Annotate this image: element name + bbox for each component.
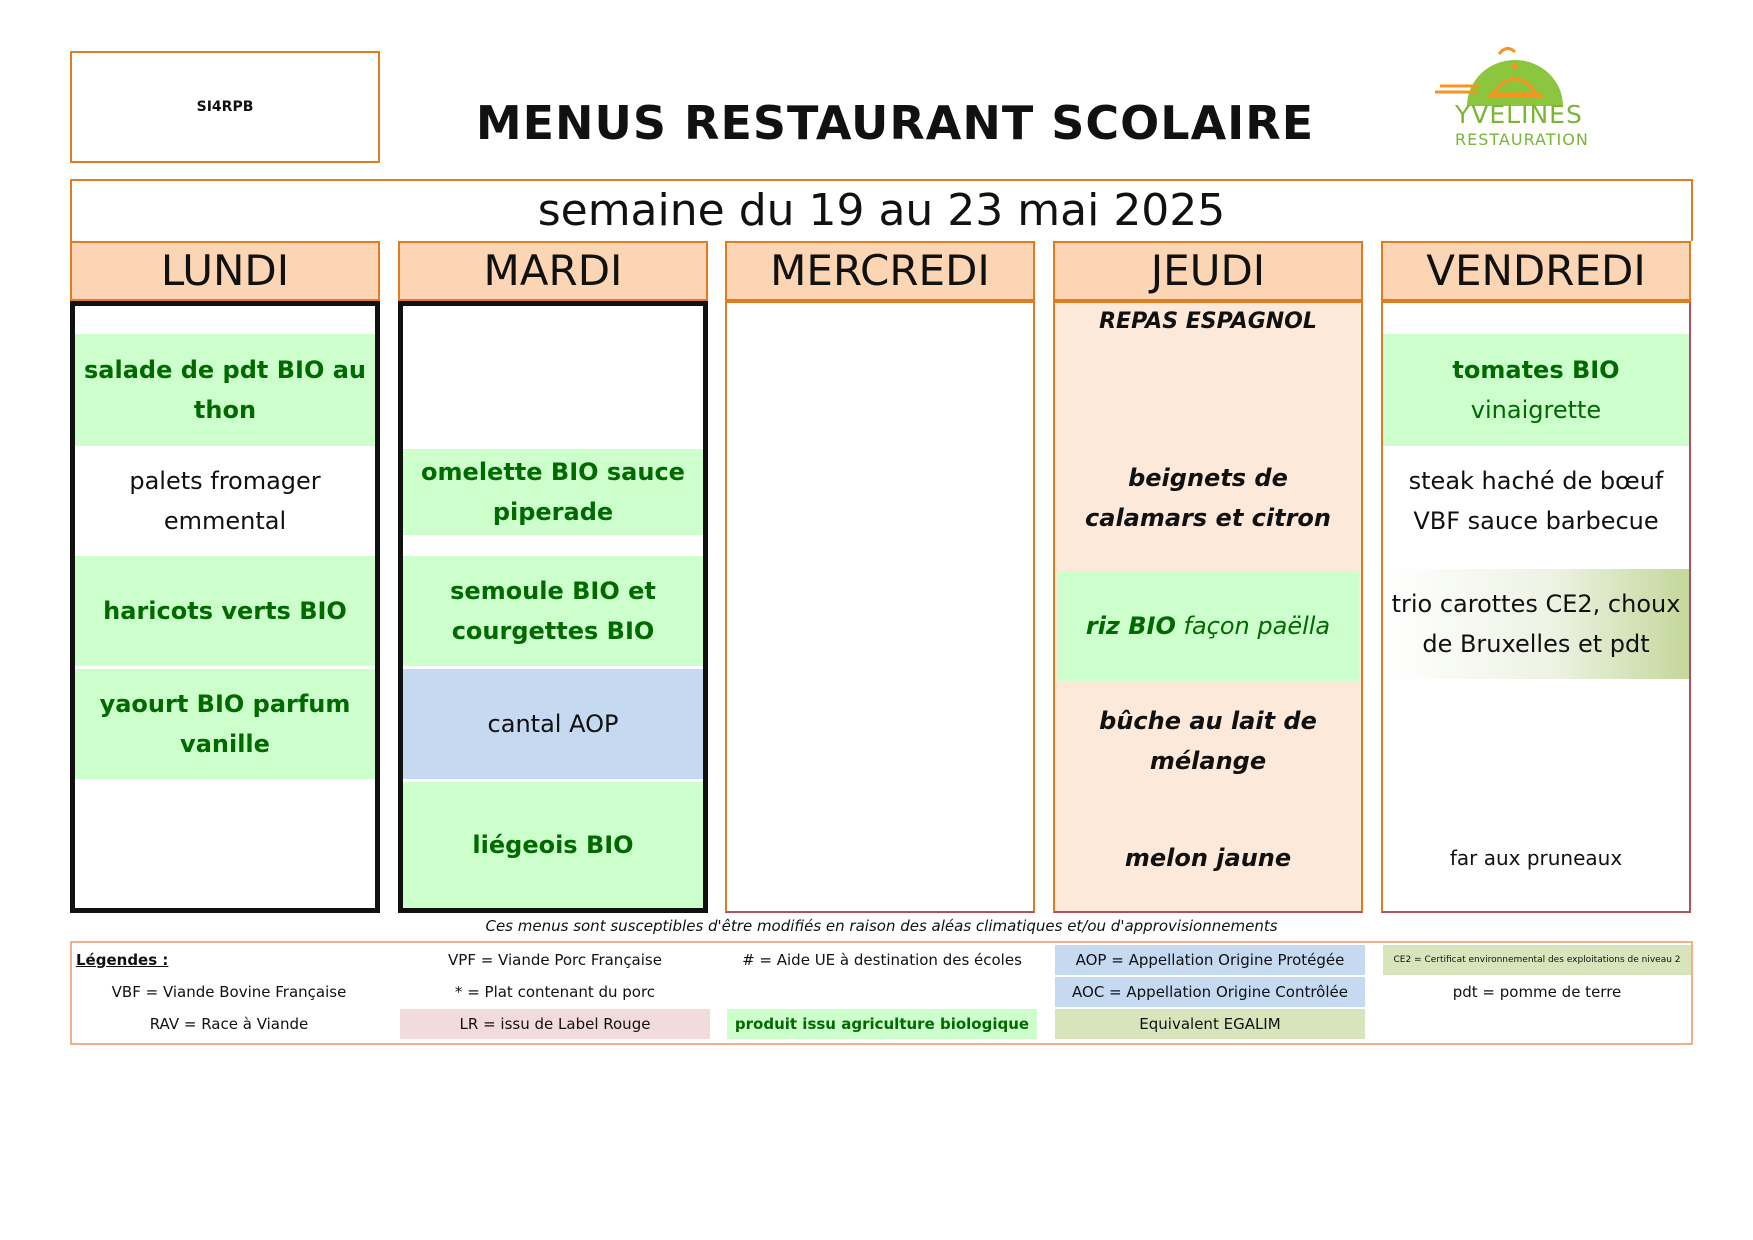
legend-aop: AOP = Appellation Origine Protégée: [1055, 945, 1365, 975]
menu-item-main: beignets de calamars et citron: [1085, 464, 1331, 532]
organization-name: SI4RPB: [196, 99, 254, 115]
day-header-lundi: LUNDI: [70, 241, 380, 301]
week-label: semaine du 19 au 23 mai 2025: [537, 185, 1226, 236]
logo-text-restauration: RESTAURATION: [1455, 130, 1589, 149]
menu-item-side: haricots verts BIO: [75, 556, 375, 666]
day-body-lundi: [70, 301, 380, 913]
legend-ce2: CE2 = Certificat environnemental des exploitations de niveau 2: [1383, 945, 1691, 975]
menu-item-starter: salade de pdt BIO au thon: [75, 334, 375, 446]
logo-text-yvelines: YVELINES: [1455, 100, 1583, 129]
day-body-mardi: [398, 301, 708, 913]
menu-item-starter: [1383, 334, 1689, 446]
day-header-vendredi: VENDREDI: [1381, 241, 1691, 301]
menu-item-cheese: bûche au lait de mélange: [1099, 707, 1317, 775]
menu-item-side: trio carottes CE2, choux de Bruxelles et pdt: [1383, 569, 1689, 679]
day-body-mercredi: [725, 301, 1035, 913]
legend-rav: RAV = Race à Viande: [149, 1015, 309, 1033]
week-banner: [70, 179, 1693, 241]
day-body-vendredi: [1381, 301, 1691, 913]
day-header-mercredi: MERCREDI: [725, 241, 1035, 301]
menu-item-main: steak haché de bœuf VBF sauce barbecue: [1408, 467, 1664, 535]
organization-box: [70, 51, 380, 163]
menu-item-side-bio: riz BIO: [1085, 612, 1176, 640]
legend-vbf: VBF = Viande Bovine Française: [111, 983, 347, 1001]
day-header-mardi: MARDI: [398, 241, 708, 301]
menu-item-side-rest: façon paëlla: [1183, 612, 1331, 640]
day-header-jeudi: JEUDI: [1053, 241, 1363, 301]
legend-ue: # = Aide UE à destination des écoles: [742, 951, 1022, 969]
yvelines-restauration-logo: [1425, 34, 1605, 154]
menu-item-dessert: far aux pruneaux: [1449, 846, 1623, 870]
legend-egalim: Equivalent EGALIM: [1055, 1009, 1365, 1039]
day-body-jeudi: [1053, 301, 1363, 913]
menu-item-main: palets fromager emmental: [129, 467, 321, 535]
menu-item-starter-bio: tomates BIO: [1452, 356, 1620, 384]
disclaimer-note: Ces menus sont susceptibles d'être modifiés en raison des aléas climatiques et/ou d'approvisionnements: [485, 917, 1278, 935]
legend-lr: LR = issu de Label Rouge: [400, 1009, 710, 1039]
menu-item-starter-rest: vinaigrette: [1470, 396, 1602, 424]
menu-item-dessert: melon jaune: [1124, 844, 1292, 872]
legend-porc: * = Plat contenant du porc: [454, 983, 656, 1001]
legend-vpf: VPF = Viande Porc Française: [448, 951, 662, 969]
menu-item-main: omelette BIO sauce piperade: [403, 449, 703, 535]
meal-theme: REPAS ESPAGNOL: [1099, 309, 1317, 334]
page-title: MENUS RESTAURANT SCOLAIRE: [475, 96, 1315, 150]
legend-title: Légendes :: [76, 951, 169, 969]
menu-item-side: semoule BIO et courgettes BIO: [403, 556, 703, 666]
menu-item-dessert: liégeois BIO: [403, 782, 703, 908]
legend-pdt: pdt = pomme de terre: [1452, 983, 1622, 1001]
legend-aoc: AOC = Appellation Origine Contrôlée: [1055, 977, 1365, 1007]
menu-item-dessert: yaourt BIO parfum vanille: [75, 669, 375, 779]
legend-panel: [70, 941, 1693, 1045]
legend-bio: produit issu agriculture biologique: [727, 1009, 1037, 1039]
menu-item-cheese: cantal AOP: [403, 669, 703, 779]
menu-item-side: [1057, 571, 1359, 681]
